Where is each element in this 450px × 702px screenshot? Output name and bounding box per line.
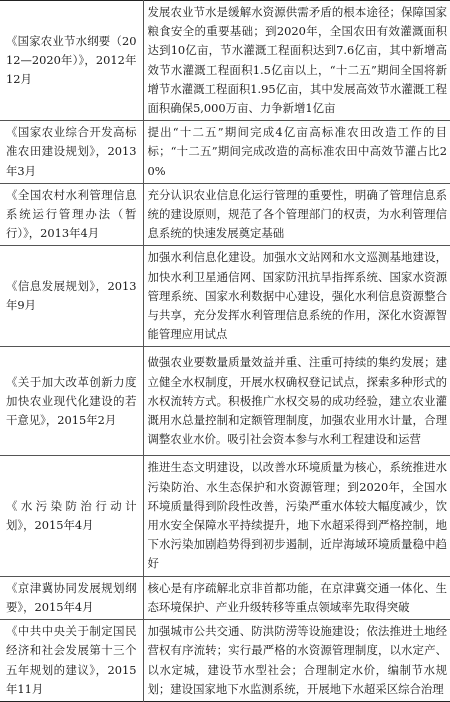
document-name-cell: 《京津冀协同发展规划纲要》，2015年4月 xyxy=(0,576,143,619)
policy-content-cell: 推进生态文明建设，以改善水环境质量为核心，系统推进水污染防治、水生态保护和水资源管理；到2020年，全国水环境质量得到阶段性改善，污染严重水体较大幅度减少，饮用水安全保障水平持续提升，地下水超采得到严格控制，地下水污染加剧趋势得到初步遏制，近岸海域环境质量稳中趋好 xyxy=(143,456,450,576)
document-name-cell: 《关于加大改革创新力度加快农业现代化建设的若干意见》，2015年2月 xyxy=(0,347,143,456)
table-row xyxy=(0,246,450,347)
table-row xyxy=(0,347,450,456)
table-row xyxy=(0,456,450,576)
table-row xyxy=(0,576,450,619)
policy-content-cell: 充分认识农业信息化运行管理的重要性，明确了管理信息系统的建设原则，规范了各个管理部门的权责，为水利管理信息系统的快速发展奠定基础 xyxy=(143,183,450,246)
document-name-cell: 《国家农业综合开发高标准农田建设规划》，2013年3月 xyxy=(0,121,143,184)
document-name-cell: 《水污染防治行动计划》，2015年4月 xyxy=(0,456,143,576)
document-name-cell: 《国家农业节水纲要（2012—2020年）》，2012年12月 xyxy=(0,1,143,121)
table-row xyxy=(0,620,450,702)
policy-content-cell: 加强水利信息化建设。加强水文站网和水文巡测基地建设，加快水利卫星通信网、国家防汛抗旱指挥系统、国家水资源管理系统、国家水利数据中心建设，强化水利信息资源整合与共享，充分发挥水利管理信息系统的作用，深化水资源智能管理应用试点 xyxy=(143,246,450,347)
policy-content-cell: 核心是有序疏解北京非首都功能，在京津冀交通一体化、生态环境保护、产业升级转移等重点领域率先取得突破 xyxy=(143,576,450,619)
table-row xyxy=(0,1,450,121)
policy-content-cell: 提出“十二五”期间完成4亿亩高标准农田改造工作的目标；“十二五”期间完成改造的高标准农田中高效节灌占比20% xyxy=(143,121,450,184)
policy-content-cell: 发展农业节水是缓解水资源供需矛盾的根本途径；保障国家粮食安全的重要基础；到2020年，全国农田有效灌溉面积达到10亿亩，节水灌溉工程面积达到7.6亿亩，其中新增高效节水灌溉工程面积1.5亿亩以上，“十二五”期间全国将新增节水灌溉工程面积1.95亿亩，其中发展高效节水灌溉工程面积确保5,000万亩、力争新增1亿亩 xyxy=(147,5,447,116)
policy-content-cell: 做强农业要数量质量效益并重、注重可持续的集约发展；建立健全水权制度，开展水权确权登记试点，探索多种形式的水权流转方式。积极推广水权交易的成功经验，建立农业灌溉用水总量控制和定额管理制度，加强农业用水计量，合理调整农业水价。吸引社会资本参与水利工程建设和运营 xyxy=(143,347,450,456)
document-name-cell: 《信息发展规划》，2013年9月 xyxy=(0,246,143,347)
table-row xyxy=(0,121,450,184)
document-name-cell: 《中共中央关于制定国民经济和社会发展第十三个五年规划的建议》，2015年11月 xyxy=(0,620,143,702)
document-name-cell: 《全国农村水利管理信息系统运行管理办法（暂行）》，2013年4月 xyxy=(0,183,143,246)
policy-content-cell: 加强城市公共交通、防洪防涝等设施建设；依法推进土地经营权有序流转；实行最严格的水资源管理制度，以水定产、以水定城，建设节水型社会；合理制定水价，编制节水规划；建设国家地下水监测系统，开展地下水超采区综合治理 xyxy=(143,620,450,702)
table-row xyxy=(0,183,450,246)
